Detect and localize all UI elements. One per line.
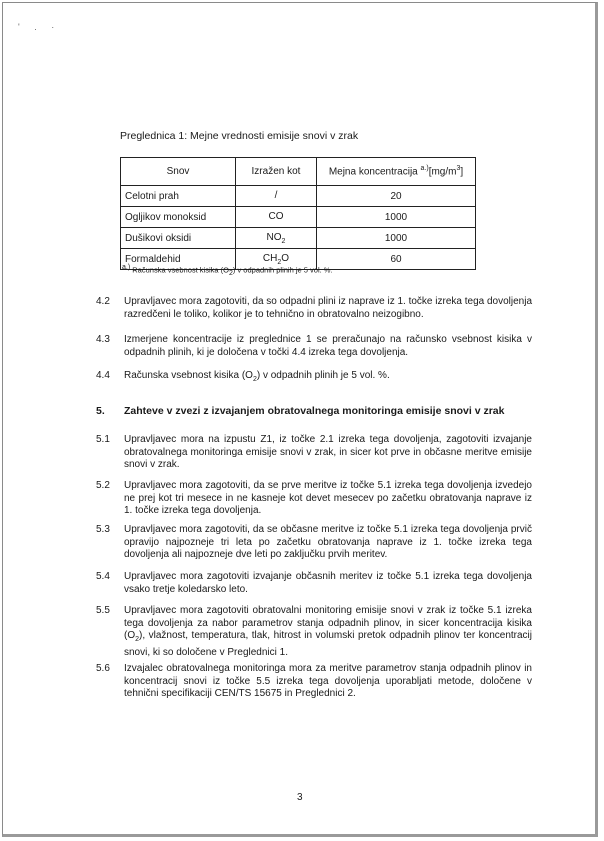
item-text: Upravljavec mora na izpustu Z1, iz točke 2.1 izreka tega dovoljenja, zagotoviti izvajanje obratovalnega monitoringa emisije snovi v zrak, in sicer kot prve in občasne meritve emisije snovi v zrak.	[124, 434, 532, 470]
cell-substance: Celotni prah	[121, 186, 236, 207]
paragraph-text-part: ) v odpadnih plinih je 5 vol. %.	[256, 370, 390, 381]
paragraph-text: Izmerjene koncentracije iz preglednice 1 se preračunajo na računsko vsebnost kisika v odpadnih plinih, ki je določena v točki 4.4 izreka tega dovoljenja.	[124, 334, 532, 358]
cell-substance: Ogljikov monoksid	[121, 207, 236, 228]
header-expressed-as: Izražen kot	[236, 158, 317, 186]
paragraph-sub: 2	[252, 376, 257, 383]
paragraph-number: 4.4	[96, 370, 110, 381]
paragraph-text	[124, 370, 532, 387]
formula: /	[274, 189, 278, 201]
table-row	[121, 186, 476, 207]
paragraph-text-part: Računska vsebnost kisika (O	[124, 370, 253, 381]
table-row	[121, 228, 476, 249]
paragraph-number: 4.2	[96, 296, 110, 307]
item-number: 5.2	[96, 480, 110, 491]
page-number: 3	[297, 792, 303, 803]
cell-expressed-as	[236, 228, 317, 249]
item-text-part: ), vlažnost, temperatura, tlak, hitrost in volumski pretok odpadnih plinov ter koncentracij snovi, ki so določene v Preglednici 1.	[124, 630, 532, 658]
formula-sub: 2	[281, 237, 286, 245]
formula-sub: 2	[277, 258, 282, 266]
page-border	[2, 2, 598, 837]
header-unit-close: ]	[460, 166, 464, 178]
footnote-text: Računska vsebnost kisika (O	[132, 265, 229, 275]
header-footnote-mark: a.)	[420, 165, 429, 173]
item-text	[124, 605, 532, 659]
section-heading: Zahteve v zvezi z izvajanjem obratovalnega monitoringa emisije snovi v zrak	[124, 405, 505, 417]
formula: NO	[266, 231, 282, 243]
header-unit-exp: 3	[456, 165, 461, 173]
cell-limit-value: 20	[317, 186, 476, 207]
item-number: 5.1	[96, 434, 110, 445]
footnote-mark: a.)	[122, 264, 131, 271]
table-row	[121, 207, 476, 228]
header-unit: [mg/m	[428, 166, 457, 178]
table-header-row	[121, 158, 476, 186]
cell-expressed-as	[236, 207, 317, 228]
paragraph-number: 4.3	[96, 334, 110, 345]
item-text: Upravljavec mora zagotoviti izvajanje občasnih meritev iz točke 5.1 izreka tega dovoljenja vsako tretje koledarsko leto.	[124, 571, 532, 595]
item-number: 5.4	[96, 571, 110, 582]
item-number: 5.6	[96, 663, 110, 674]
cell-substance: Dušikovi oksidi	[121, 228, 236, 249]
section-number: 5.	[96, 405, 105, 417]
footnote-text-end: ) v odpadnih plinih je 5 vol. %.	[232, 265, 333, 275]
cell-limit-value: 1000	[317, 228, 476, 249]
header-limit-concentration	[317, 158, 476, 186]
item-text: Upravljavec mora zagotoviti, da se občasne meritve iz točke 5.1 izreka tega dovoljenja prvič opravijo najpozneje tri leta po začetku obratovanja naprave iz 1. točke izreka tega dovoljenja ali najpozneje dve leti po zaključku prvih meritev.	[124, 524, 532, 560]
cell-limit-value: 1000	[317, 207, 476, 228]
header-limit-label: Mejna koncentracija	[328, 166, 418, 178]
formula: CH	[262, 252, 278, 264]
emission-limits-table	[120, 157, 476, 270]
item-number: 5.5	[96, 605, 110, 616]
header-substance: Snov	[121, 158, 236, 186]
cell-limit-value: 60	[317, 249, 476, 270]
item-text: Izvajalec obratovalnega monitoringa mora za meritve parametrov stanja odpadnih plinov in koncentracij snovi iz točke 5.5 izreka tega dovoljenja uporabljati metode, določene v tehnični specifikaciji CEN/TS 15675 in Preglednici 2.	[124, 663, 532, 699]
paragraph-text: Upravljavec mora zagotoviti, da so odpadni plini iz naprave iz 1. točke izreka tega dovoljenja razredčeni le toliko, kolikor je to tehnično in obratovalno neizogibno.	[124, 296, 533, 320]
cell-expressed-as	[236, 186, 317, 207]
formula-tail: O	[281, 252, 290, 264]
table-caption: Preglednica 1: Mejne vrednosti emisije snovi v zrak	[120, 130, 359, 142]
item-number: 5.3	[96, 524, 110, 535]
table-footnote	[122, 264, 333, 277]
footnote-sub: 2	[228, 270, 233, 277]
item-text-part: Upravljavec mora zagotoviti obratovalni monitoring emisije snovi v zrak iz točke 5.1 izreka tega dovoljenja za nabor parametrov stanja odpadnih plinov, in sicer koncentracija kisika (O	[124, 605, 532, 641]
formula: CO	[268, 210, 284, 222]
scan-specks: ' . ·	[18, 22, 61, 32]
item-sub: 2	[135, 636, 140, 643]
item-text: Upravljavec mora zagotoviti, da se prve meritve iz točke 5.1 izreka tega dovoljenja izvedejo ne prej kot tri mesece in ne kasneje kot devet mesecev po začetku obratovanja naprave iz 1. točke izreka tega dovoljenja.	[124, 480, 532, 516]
cell-substance: Formaldehid	[121, 249, 236, 270]
